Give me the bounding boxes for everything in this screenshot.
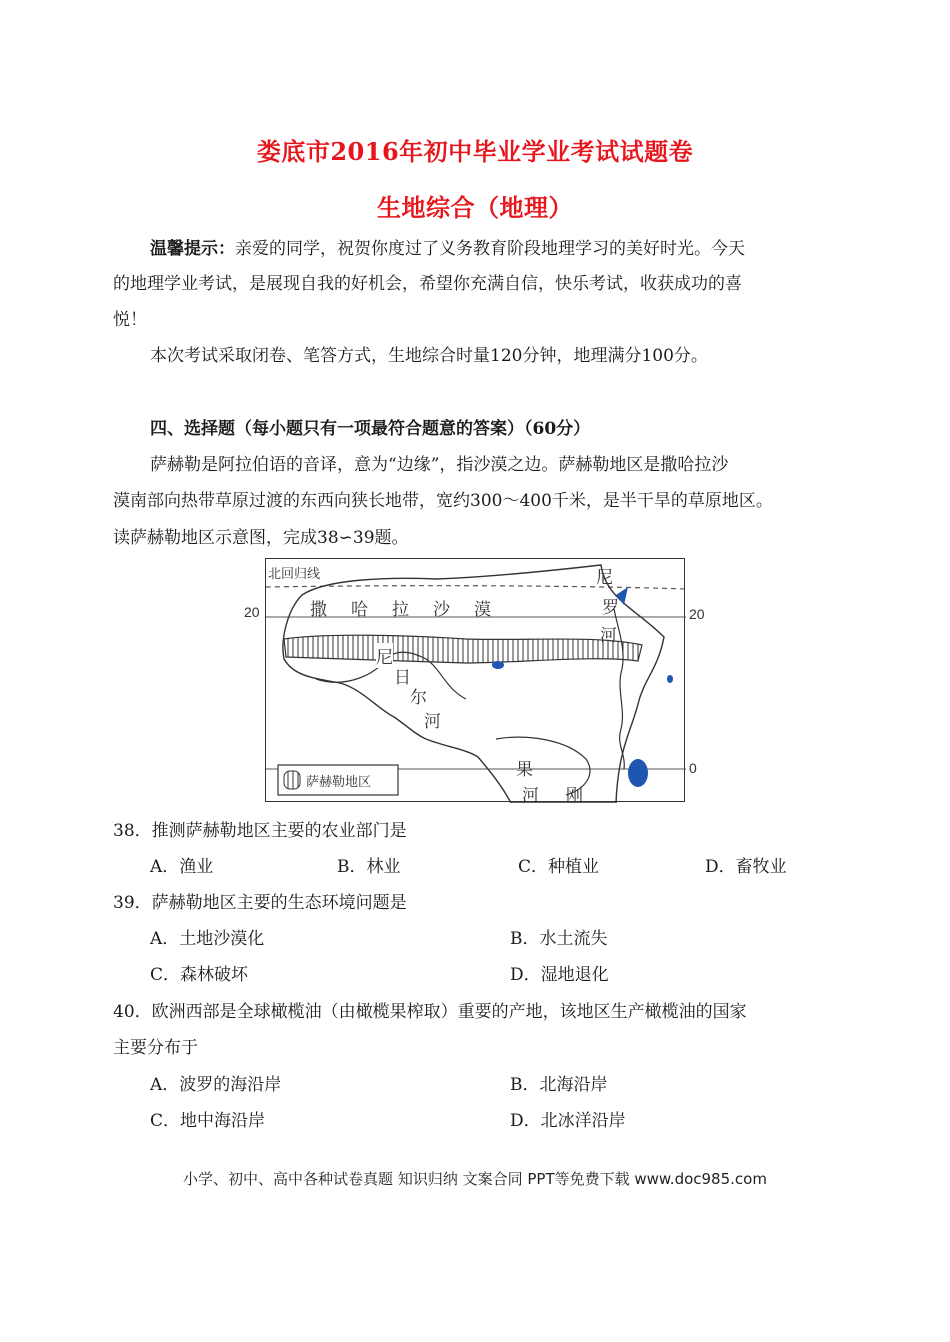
q40-stem-1: 40．欧洲西部是全球橄榄油（由橄榄果榨取）重要的产地，该地区生产橄榄油的国家 [113,1002,747,1022]
congo-char-3: 刚 [566,786,583,805]
desert-char-5: 漠 [474,600,515,619]
lat-20-right: 20 [689,606,705,622]
q38-stem: 38．推测萨赫勒地区主要的农业部门是 [113,821,407,841]
exam-title: 娄底市2016年初中毕业学业考试试题卷 [256,137,694,166]
intro-line-1: 萨赫勒是阿拉伯语的音译，意为“边缘”，指沙漠之边。萨赫勒地区是撒哈拉沙 [150,455,729,475]
nile-char-3: 河 [600,626,617,645]
q40-option-d: D．北冰洋沿岸 [510,1111,626,1131]
section-heading: 四、选择题（每小题只有一项最符合题意的答案）（60分） [150,419,591,439]
notice-label: 温馨提示： [150,239,235,259]
desert-char-2: 哈 [351,600,392,619]
niger-char-4: 河 [424,712,441,731]
niger-char-1: 尼 [376,643,393,668]
exam-subtitle: 生地综合（地理） [377,193,573,222]
notice-line-3: 悦！ [113,310,147,330]
q39-option-a: A．土地沙漠化 [150,929,265,949]
intro-line-2: 漠南部向热带草原过渡的东西向狭长地带，宽约300～400千米，是半干旱的草原地区。 [113,491,773,511]
notice-line-2: 的地理学业考试，是展现自我的好机会，希望你充满自信，快乐考试，收获成功的喜 [113,274,742,294]
q38-option-a: A．渔业 [150,857,214,877]
tropic-label: 北回归线 [268,567,321,582]
q40-option-b: B．北海沿岸 [510,1075,608,1095]
q40-option-c: C．地中海沿岸 [150,1111,266,1131]
niger-char-2: 日 [394,668,411,687]
nile-char-1: 尼 [596,568,613,587]
q40-stem-2: 主要分布于 [113,1038,198,1058]
sahel-map [265,558,685,805]
legend-label: 萨赫勒地区 [306,775,372,790]
niger-char-3: 尔 [410,688,427,707]
congo-char-2: 河 [522,786,539,805]
sahel-band [284,635,642,663]
notice-line-1 [150,238,745,260]
desert-char-1: 撒 [310,600,351,619]
desert-label [310,595,515,620]
tropic-line [266,586,686,589]
q40-option-a: A．波罗的海沿岸 [150,1075,282,1095]
desert-char-3: 拉 [392,600,433,619]
lat-0: 0 [689,760,697,776]
q39-stem: 39．萨赫勒地区主要的生态环境问题是 [113,893,407,913]
notice-line-4: 本次考试采取闭卷、笔答方式，生地综合时量120分钟，地理满分100分。 [150,346,708,366]
lake-chad [492,661,504,669]
q38-option-b: B．林业 [337,857,401,877]
q38-option-d: D．畜牧业 [705,857,787,877]
congo-char-1: 果 [516,760,533,779]
desert-char-4: 沙 [433,600,474,619]
q39-option-d: D．湿地退化 [510,965,609,985]
lake-victoria [628,759,648,787]
lat-20-left: 20 [244,604,260,620]
legend-swatch [284,771,300,789]
nile-char-2: 罗 [602,598,619,617]
q39-option-b: B．水土流失 [510,929,608,949]
q39-option-c: C．森林破坏 [150,965,249,985]
q38-option-c: C．种植业 [518,857,600,877]
intro-line-3: 读萨赫勒地区示意图，完成38∽39题。 [113,528,409,548]
lake-tana [667,675,673,683]
footer-link[interactable]: 小学、初中、高中各种试卷真题 知识归纳 文案合同 PPT等免费下载 www.doc985.com [183,1170,767,1188]
notice-text-1: 亲爱的同学，祝贺你度过了义务教育阶段地理学习的美好时光。今天 [235,239,745,259]
